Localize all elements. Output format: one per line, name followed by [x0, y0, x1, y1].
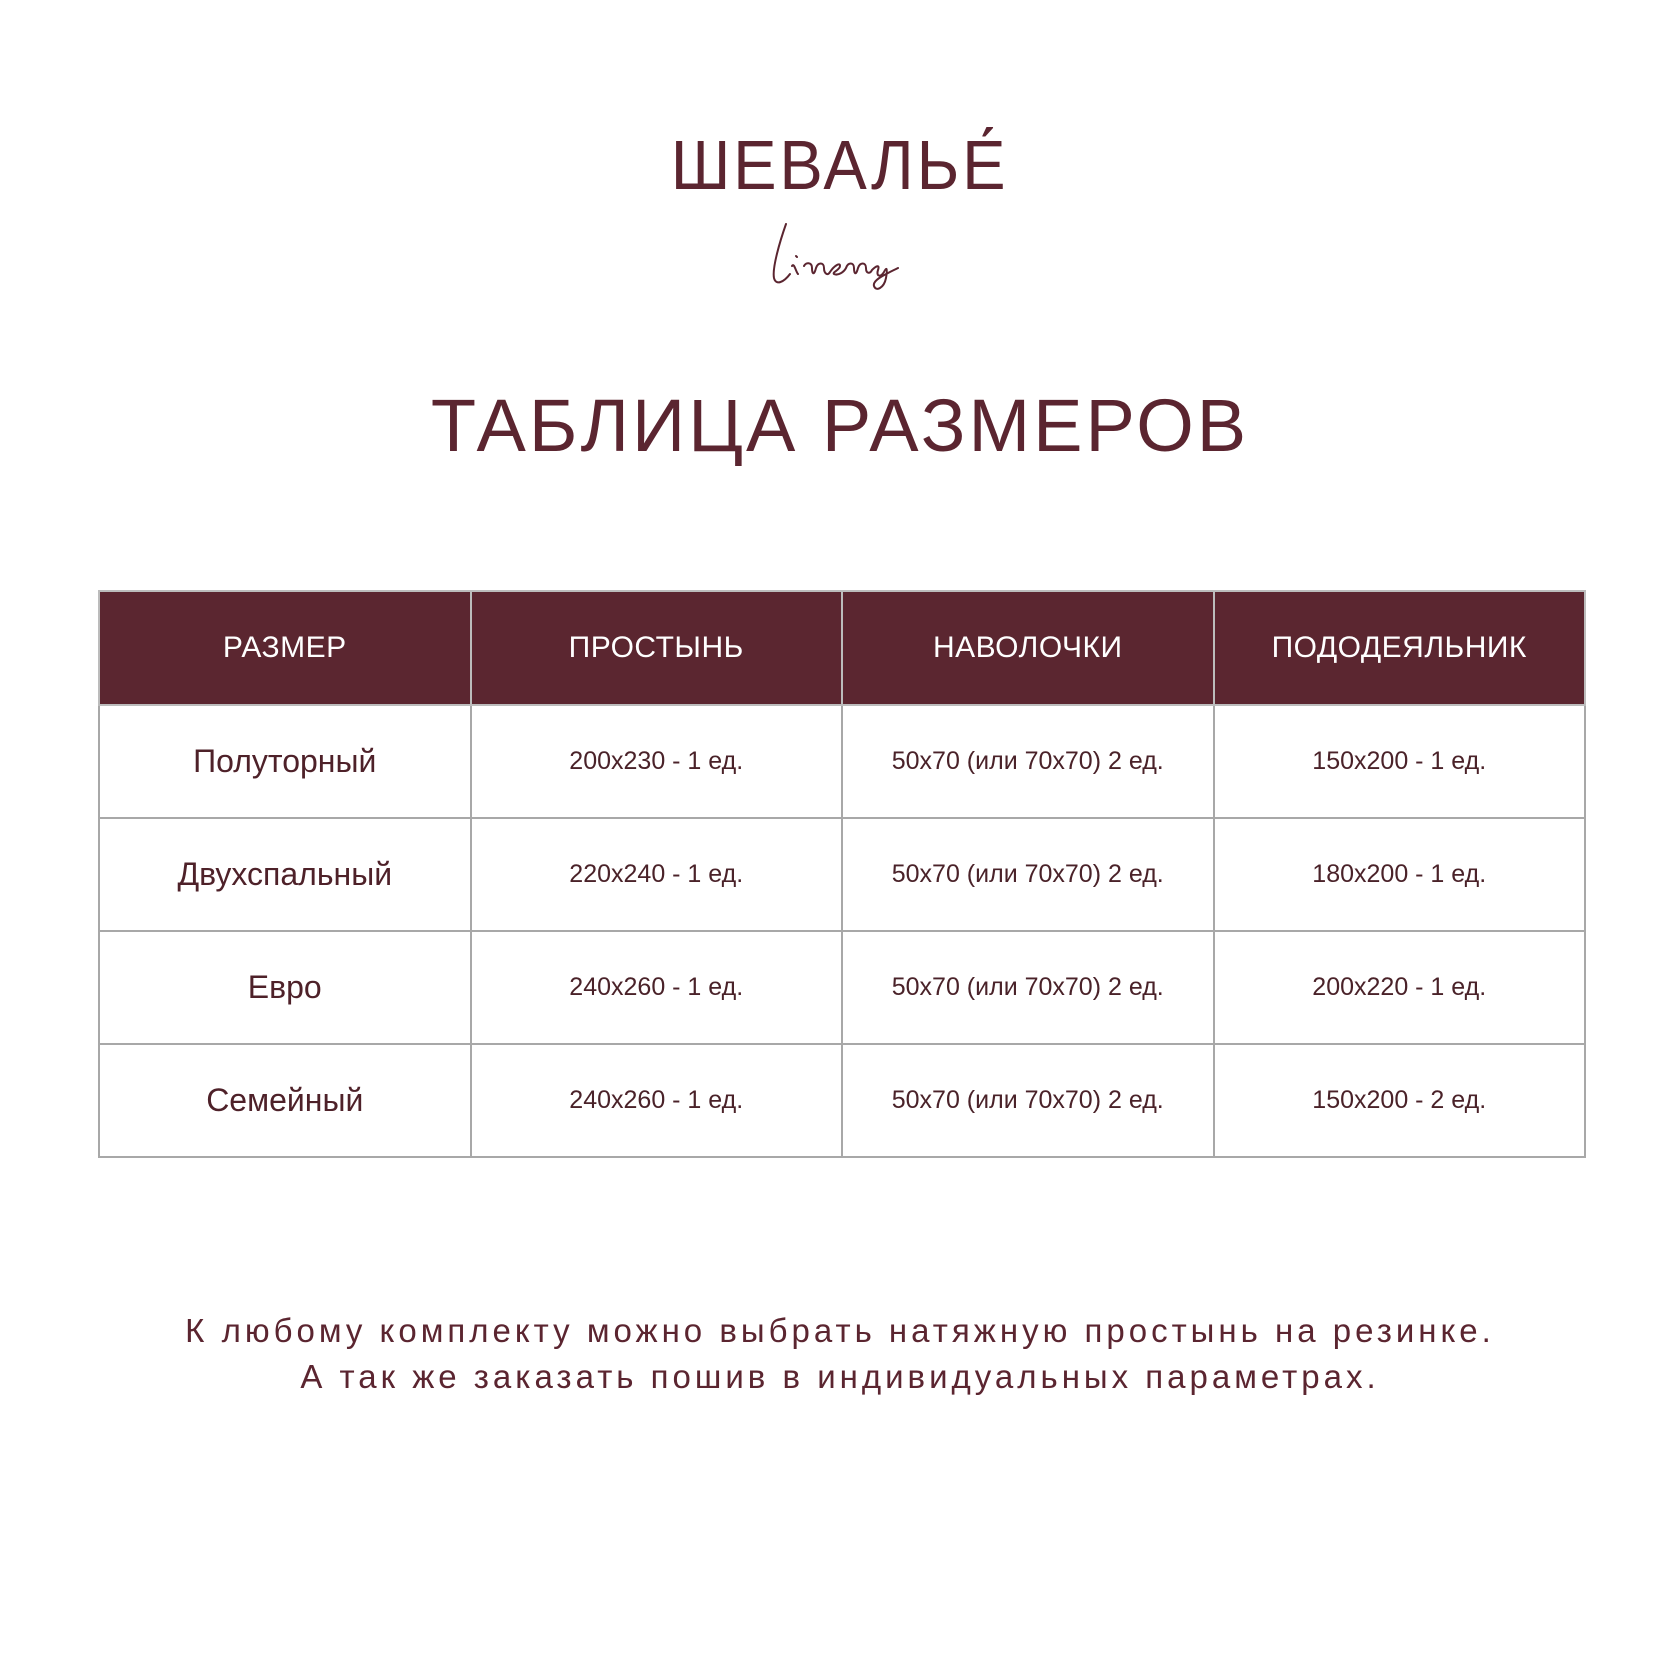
page-title: ТАБЛИЦА РАЗМЕРОВ — [430, 384, 1250, 467]
header-size: РАЗМЕР — [99, 591, 471, 705]
table-row — [99, 818, 1585, 931]
cell-duvet-cover: 150x200 - 2 ед. — [1214, 1044, 1586, 1157]
brand-logo — [0, 128, 1680, 202]
cell-pillowcases: 50x70 (или 70x70) 2 ед. — [842, 1044, 1214, 1157]
cell-duvet-cover: 200x220 - 1 ед. — [1214, 931, 1586, 1044]
cell-sheet: 240x260 - 1 ед. — [471, 931, 843, 1044]
header-sheet: ПРОСТЫНЬ — [471, 591, 843, 705]
table-row — [99, 1044, 1585, 1157]
cell-pillowcases: 50x70 (или 70x70) 2 ед. — [842, 818, 1214, 931]
cell-pillowcases: 50x70 (или 70x70) 2 ед. — [842, 931, 1214, 1044]
cell-duvet-cover: 150x200 - 1 ед. — [1214, 705, 1586, 818]
note-line-2: А так же заказать пошив в индивидуальных параметрах. — [300, 1358, 1380, 1395]
brand-name: ШЕВАЛЬЕ́ — [671, 126, 1009, 204]
note-line-1: К любому комплекту можно выбрать натяжную простынь на резинке. — [185, 1312, 1495, 1349]
table-row — [99, 931, 1585, 1044]
table-header-row — [99, 591, 1585, 705]
header-duvet-cover: ПОДОДЕЯЛЬНИК — [1214, 591, 1586, 705]
cell-sheet: 220x240 - 1 ед. — [471, 818, 843, 931]
brand-script-linens — [768, 216, 928, 296]
cell-size: Полуторный — [99, 705, 471, 818]
cell-sheet: 240x260 - 1 ед. — [471, 1044, 843, 1157]
header-pillowcases: НАВОЛОЧКИ — [842, 591, 1214, 705]
cell-pillowcases: 50x70 (или 70x70) 2 ед. — [842, 705, 1214, 818]
cell-duvet-cover: 180x200 - 1 ед. — [1214, 818, 1586, 931]
cell-size: Двухспальный — [99, 818, 471, 931]
footer-note — [0, 1308, 1680, 1400]
cell-size: Семейный — [99, 1044, 471, 1157]
cell-sheet: 200x230 - 1 ед. — [471, 705, 843, 818]
size-table — [98, 590, 1586, 1158]
cell-size: Евро — [99, 931, 471, 1044]
table-row — [99, 705, 1585, 818]
